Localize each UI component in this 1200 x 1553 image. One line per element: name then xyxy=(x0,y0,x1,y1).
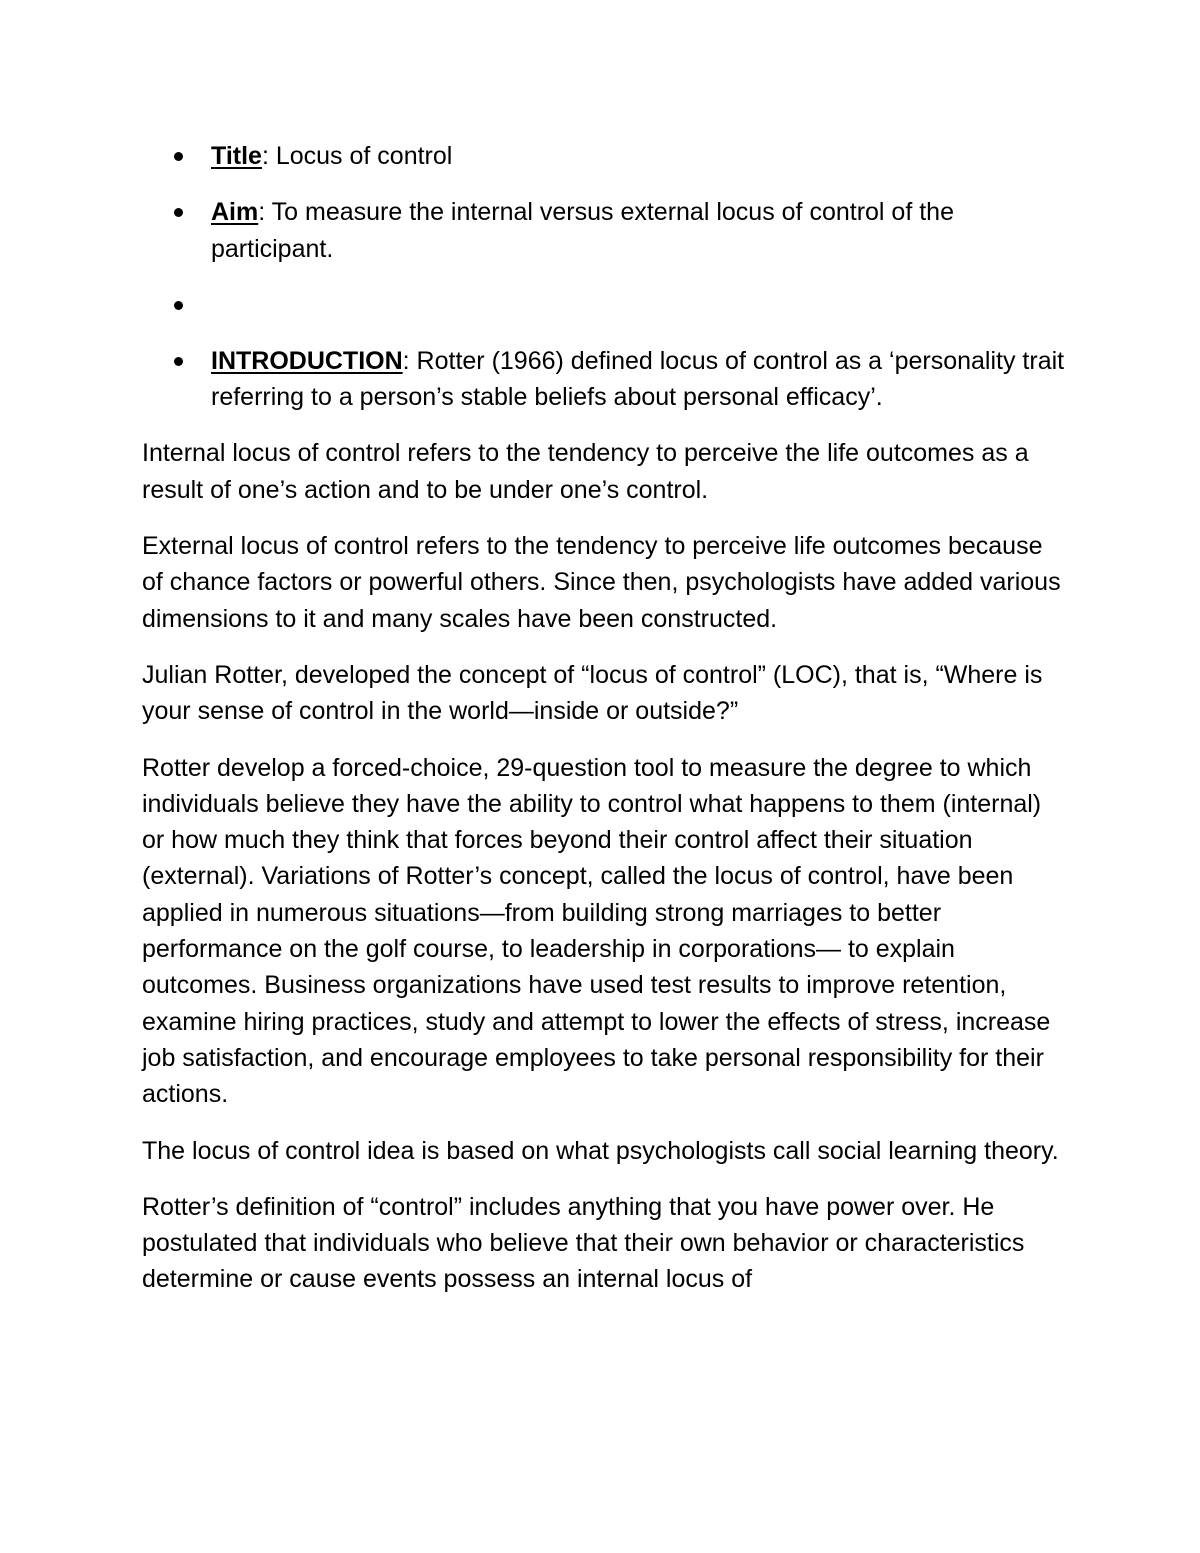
bullet-text: : Rotter (1966) defined locus of control as a ‘personality trait referring to a person’s stable beliefs about personal efficacy’. xyxy=(211,346,1065,412)
paragraph-forced-choice-tool: Rotter develop a forced-choice, 29-question tool to measure the degree to which individuals believe they have the ability to control what happens to them (internal) or how much they think that forces beyond their control affect their situation (external). Variations of Rotter’s concept, called the locus of control, have been applied in numerous situations—from building strong marriages to better performance on the golf course, to leadership in corporations— to explain outcomes. Business organizations have used test results to improve retention, examine hiring practices, study and attempt to lower the effects of stress, increase job satisfaction, and encourage employees to take personal responsibility for their actions. xyxy=(142,753,1051,1109)
bullet-label: INTRODUCTION xyxy=(211,346,403,375)
document-body xyxy=(142,138,1067,1318)
bullet-dot-icon xyxy=(174,152,183,161)
bullet-item-aim xyxy=(142,194,1067,267)
bullet-text: : Locus of control xyxy=(261,142,453,170)
paragraph-julian-rotter: Julian Rotter, developed the concept of “locus of control” (LOC), that is, “Where is your sense of control in the world—inside or outside?” xyxy=(142,660,1043,726)
bullet-dot-icon xyxy=(174,301,183,310)
bullet-list xyxy=(142,138,1067,415)
bullet-dot-icon xyxy=(174,357,183,366)
bullet-label: Aim xyxy=(211,198,259,227)
paragraph-internal-locus: Internal locus of control refers to the tendency to perceive the life outcomes as a result of one’s action and to be under one’s control. xyxy=(142,439,1029,504)
paragraph-control-definition: Rotter’s definition of “control” includes anything that you have power over. He postulated that individuals who believe that their own behavior or characteristics determine or cause events possess an internal locus of xyxy=(142,1192,1025,1294)
bullet-item-introduction xyxy=(142,343,1067,416)
bullet-dot-icon xyxy=(174,208,183,217)
bullet-item-empty xyxy=(142,287,1067,323)
bullet-item-title xyxy=(142,138,1067,174)
bullet-label: Title xyxy=(211,142,262,170)
paragraph-external-locus: External locus of control refers to the tendency to perceive life outcomes because of chance factors or powerful others. Since then, psychologists have added various dimensions to it and many scales have been constructed. xyxy=(142,532,1061,633)
paragraph-social-learning: The locus of control idea is based on what psychologists call social learning theory. xyxy=(142,1136,1059,1165)
bullet-text: : To measure the internal versus external locus of control of the participant. xyxy=(211,198,954,263)
